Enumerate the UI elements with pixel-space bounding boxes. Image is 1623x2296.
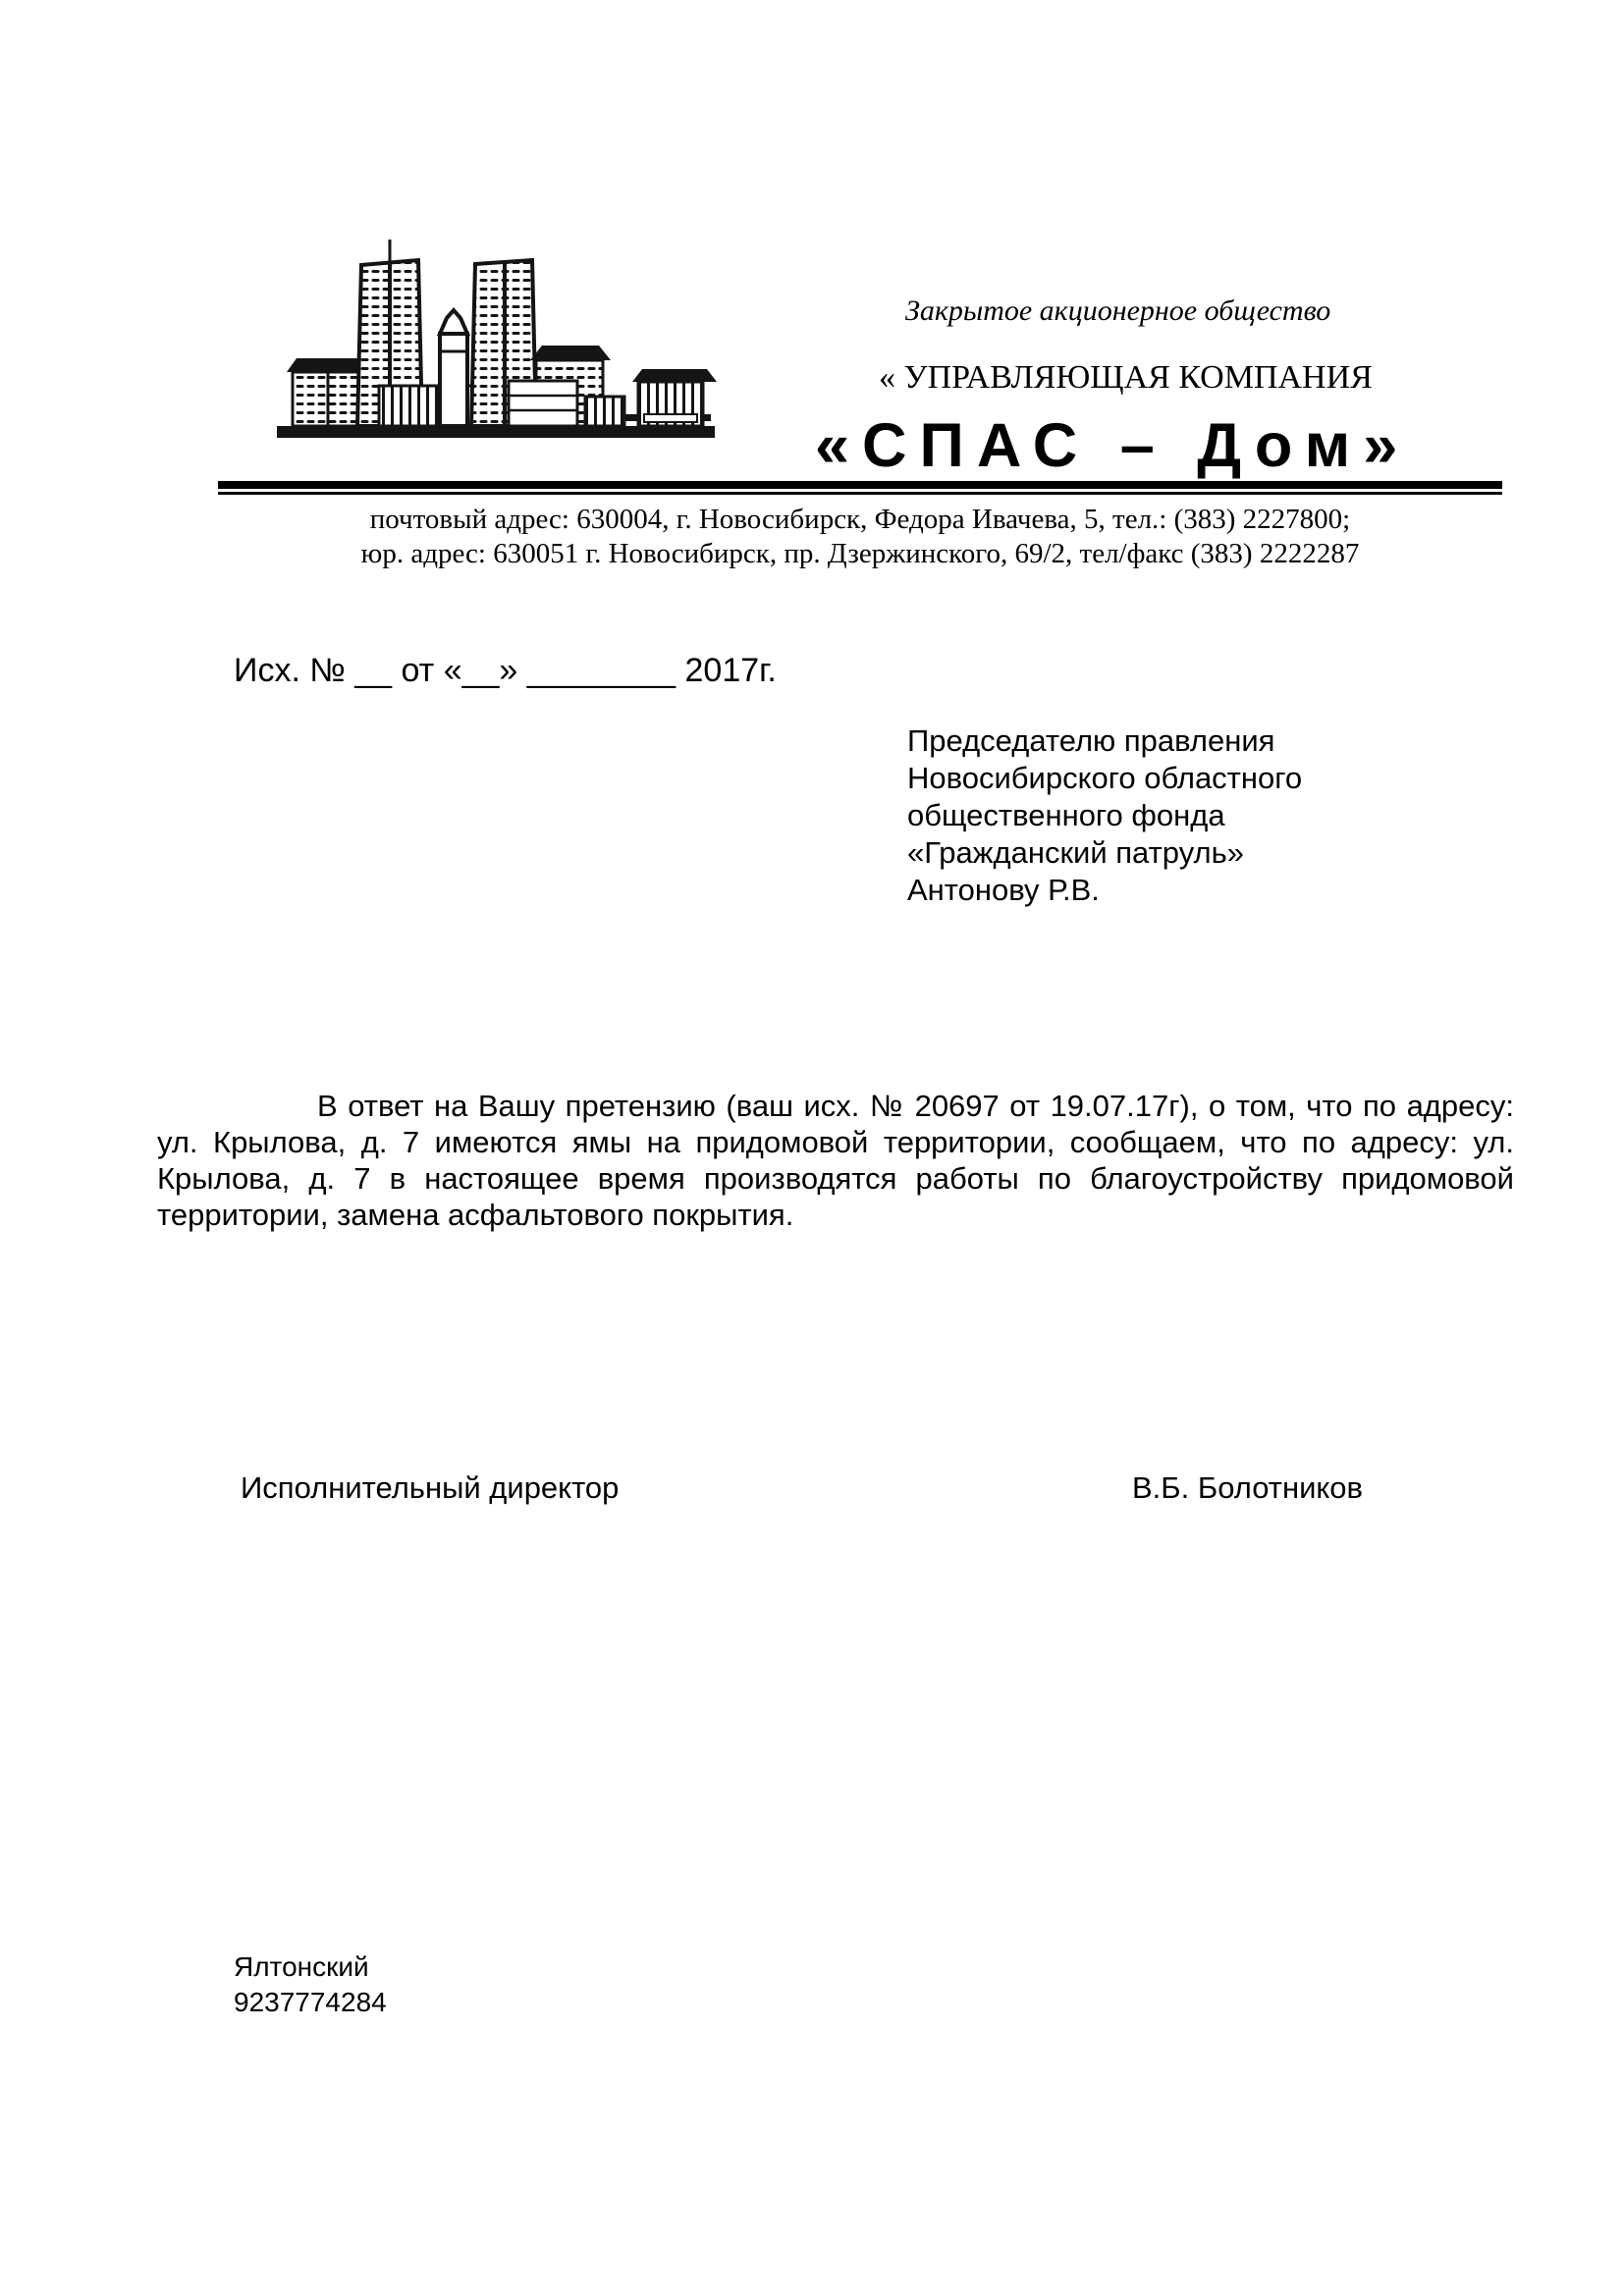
- signature-name: В.Б. Болотников: [1132, 1470, 1364, 1505]
- postal-address-line: почтовый адрес: 630004, г. Новосибирск, Федора Ивачева, 5, тел.: (383) 2227800;: [369, 504, 1351, 535]
- address-block: [218, 503, 1502, 571]
- outgoing-ref-line: Исх. № __ от «__» ________ 2017г.: [234, 652, 777, 689]
- executor-phone: 9237774284: [234, 1987, 387, 2017]
- org-name-line1: « УПРАВЛЯЮЩАЯ КОМПАНИЯ: [879, 359, 1373, 396]
- divider-thin-bar: [218, 492, 1502, 495]
- executor-name: Ялтонский: [234, 1951, 369, 1982]
- recipient-line: Новосибирского областного: [907, 761, 1303, 795]
- recipient-block: [907, 722, 1302, 909]
- executor-block: [234, 1949, 387, 2020]
- header-divider: [218, 481, 1502, 495]
- letter-body-paragraph: В ответ на Вашу претензию (ваш исх. № 20697 от 19.07.17г), о том, что по адресу: ул. Крылова, д. 7 имеются ямы на придомовой территории, сообщаем, что по адресу: ул. Крылова, д. 7 в настоящее время производятся работы по благоустройству придомовой территории, замена асфальтового покрытия.: [157, 1089, 1514, 1232]
- org-name-title: «СПАС – Дом»: [815, 411, 1411, 480]
- city-skyline-icon: [273, 232, 719, 444]
- divider-thick-bar: [218, 481, 1502, 489]
- legal-address-line: юр. адрес: 630051 г. Новосибирск, пр. Дзержинского, 69/2, тел/факс (383) 2222287: [360, 538, 1360, 569]
- org-type-line: Закрытое акционерное общество: [905, 294, 1331, 327]
- recipient-line: Антонову Р.В.: [907, 873, 1100, 907]
- recipient-line: общественного фонда: [907, 798, 1225, 832]
- company-logo: [273, 232, 719, 444]
- recipient-line: «Гражданский патруль»: [907, 835, 1244, 870]
- recipient-line: Председателю правления: [907, 723, 1275, 758]
- signature-title: Исполнительный директор: [241, 1470, 620, 1505]
